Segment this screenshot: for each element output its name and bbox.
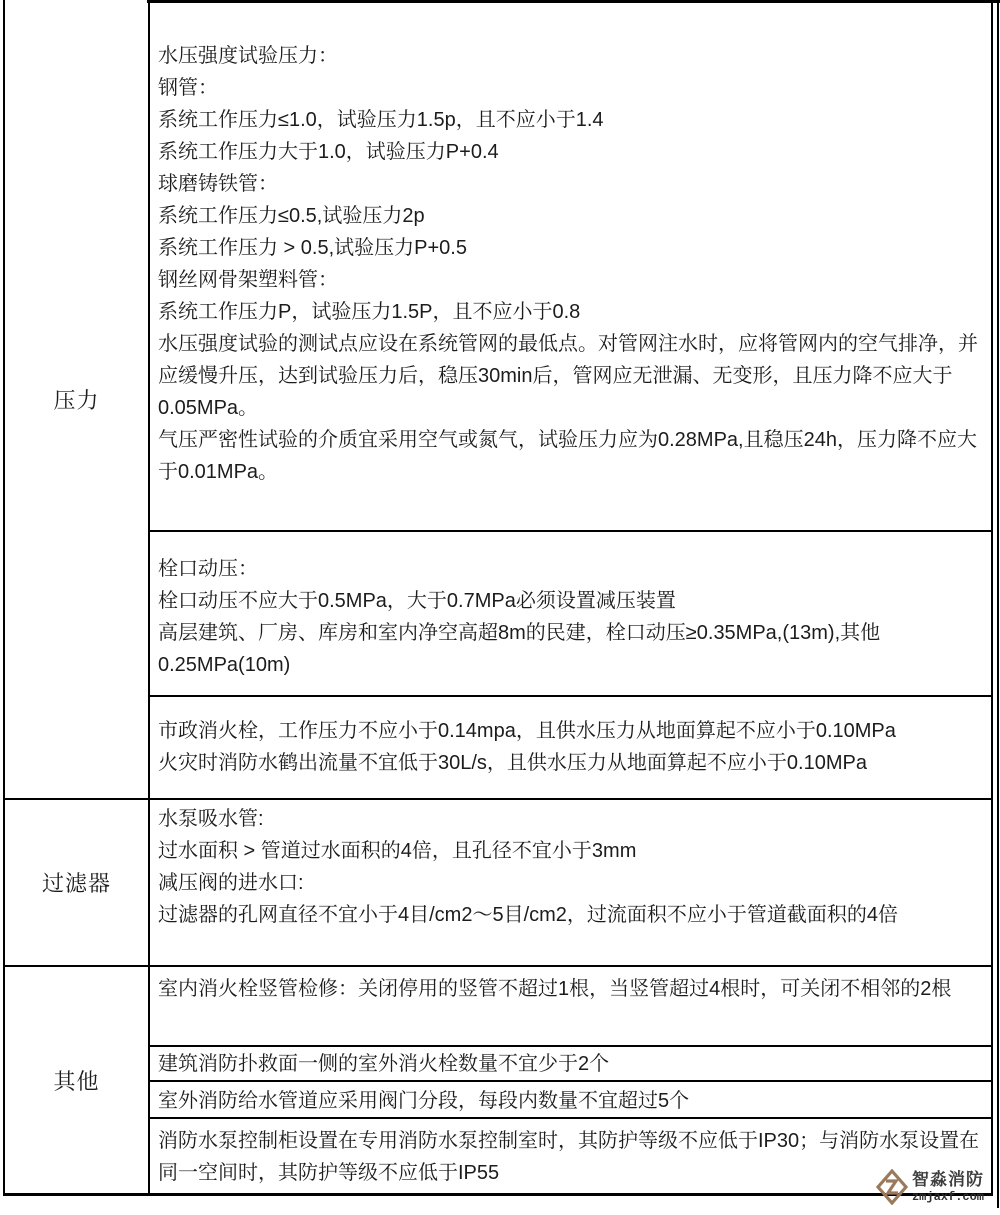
row-header-filter: 过滤器 <box>5 800 150 965</box>
row-group-pressure <box>5 0 991 798</box>
cell-paragraph: 市政消火栓，工作压力不应小于0.14mpa，且供水压力从地面算起不应小于0.10MPa <box>158 720 896 742</box>
row-header-other: 其他 <box>5 967 150 1193</box>
rescue-face-hydrant-cell <box>150 1045 991 1080</box>
riser-maintenance-cell <box>150 967 991 1045</box>
row-header-pressure: 压力 <box>5 0 150 798</box>
other-cells <box>150 967 991 1193</box>
cell-paragraph: 钢丝网骨架塑料管： <box>158 269 338 291</box>
cell-paragraph: 系统工作压力大于1.0，试验压力P+0.4 <box>158 141 499 163</box>
pump-control-cabinet-cell <box>150 1117 991 1193</box>
filter-spec-cell <box>150 800 991 965</box>
cell-paragraph: 过水面积 > 管道过水面积的4倍，且孔径不宜小于3mm <box>158 840 637 862</box>
brand-watermark-text <box>912 1171 984 1203</box>
brand-watermark <box>876 1169 984 1205</box>
cell-paragraph: 系统工作压力≤0.5,试验压力2p <box>158 205 425 227</box>
brand-domain: zmjaxf.com <box>911 1190 984 1204</box>
brand-name: 智淼消防 <box>911 1170 984 1189</box>
cell-paragraph: 过滤器的孔网直径不宜小于4目/cm2～5目/cm2，过流面积不应小于管道截面积的4倍 <box>158 904 899 926</box>
spec-table <box>3 0 993 1196</box>
cell-paragraph: 气压严密性试验的介质宜采用空气或氮气，试验压力应为0.28MPa,且稳压24h，压力降不应大于0.01MPa。 <box>158 429 977 483</box>
filter-cells <box>150 800 991 965</box>
cell-paragraph: 系统工作压力 > 0.5,试验压力P+0.5 <box>158 237 467 259</box>
table-outer-right-border <box>997 0 999 1208</box>
cell-paragraph: 系统工作压力P，试验压力1.5P，且不应小于0.8 <box>158 301 581 323</box>
cell-paragraph: 水压强度试验压力： <box>158 45 338 67</box>
cell-paragraph: 水泵吸水管: <box>158 808 264 830</box>
cell-paragraph: 室外消防给水管道应采用阀门分段，每段内数量不宜超过5个 <box>158 1090 690 1112</box>
cell-paragraph: 减压阀的进水口: <box>158 872 304 894</box>
cell-paragraph: 系统工作压力≤1.0，试验压力1.5p，且不应小于1.4 <box>158 109 604 131</box>
hydrant-outlet-pressure-cell <box>150 530 991 695</box>
cell-paragraph: 消防水泵控制柜设置在专用消防水泵控制室时，其防护等级不应低于IP30；与消防水泵设置在同一空间时，其防护等级不应低于IP55 <box>158 1130 980 1184</box>
cell-paragraph: 室内消火栓竖管检修：关闭停用的竖管不超过1根，当竖管超过4根时，可关闭不相邻的2根 <box>158 978 952 1000</box>
cell-paragraph: 高层建筑、厂房、库房和室内净空高超8m的民建，栓口动压≥0.35MPa,(13m),其他0.25MPa(10m) <box>158 622 881 676</box>
brand-logo-icon <box>876 1169 908 1205</box>
outdoor-pipe-valve-cell <box>150 1080 991 1117</box>
municipal-hydrant-cell <box>150 695 991 798</box>
cell-paragraph: 栓口动压： <box>158 558 258 580</box>
cell-paragraph: 水压强度试验的测试点应设在系统管网的最低点。对管网注水时，应将管网内的空气排净，并应缓慢升压，达到试验压力后，稳压30min后，管网应无泄漏、无变形，且压力降不应大于 0.05MPa。 <box>158 333 978 419</box>
cell-paragraph: 球磨铸铁管： <box>158 173 278 195</box>
cell-paragraph: 栓口动压不应大于0.5MPa，大于0.7MPa必须设置减压装置 <box>158 590 676 612</box>
cell-paragraph: 建筑消防扑救面一侧的室外消火栓数量不宜少于2个 <box>158 1053 610 1075</box>
cell-paragraph: 钢管： <box>158 77 218 99</box>
hydrostatic-test-cell <box>150 0 991 530</box>
row-group-other <box>5 965 991 1193</box>
cell-paragraph: 火灾时消防水鹤出流量不宜低于30L/s，且供水压力从地面算起不应小于0.10MPa <box>158 752 867 774</box>
pressure-cells <box>150 0 991 798</box>
row-group-filter <box>5 798 991 965</box>
